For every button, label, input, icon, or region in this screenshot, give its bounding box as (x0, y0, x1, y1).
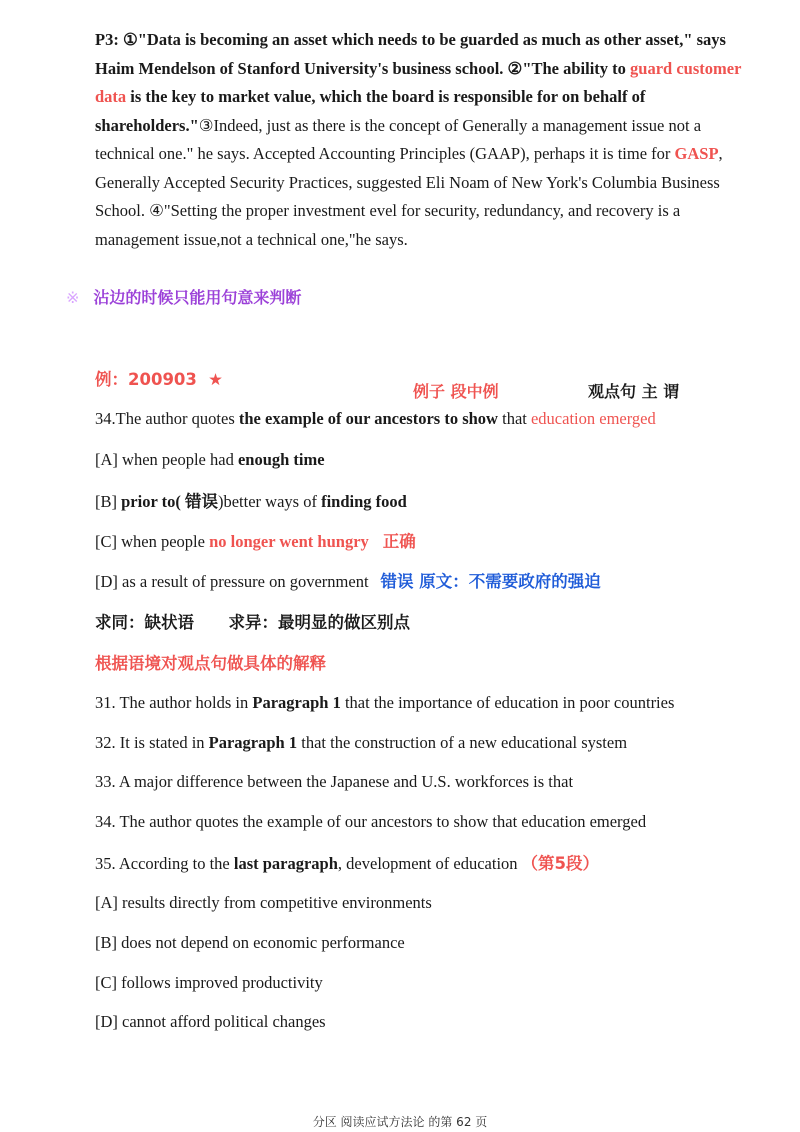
reference-mark-icon: ※ (66, 288, 80, 307)
annotation-example: 例子 段中例 (413, 382, 499, 401)
p3-sentence-1: ①"Data is becoming an asset which needs to be guarded as much as other asset," says Haim Mendelson of Stanford University's business school. ②"The ability to (95, 30, 726, 78)
q35-option-c: [C] follows improved productivity (95, 973, 323, 992)
q32-end: that the construction of a new educational system (297, 733, 628, 752)
opt-b-bold1: prior to( (121, 492, 185, 511)
question-31 (95, 693, 674, 713)
q34-bold: the example of our ancestors to show (238, 409, 498, 428)
opt-d-annotation: 错误 原文：不需要政府的强迫 (380, 572, 601, 591)
annotation-viewpoint: 观点句 主 谓 (588, 382, 680, 401)
opt-b-mid: )better ways of (217, 492, 322, 511)
opt-a-bold: enough time (237, 450, 325, 469)
question-32 (95, 733, 627, 753)
paragraph-p3 (95, 26, 760, 254)
opt-d-pre: [D] as a result of pressure on government (95, 572, 369, 591)
q35-annotation: （第5段） (521, 854, 600, 873)
question-34-stem (95, 409, 656, 429)
question-35 (95, 850, 599, 874)
opt-c-pre: [C] when people (95, 532, 210, 551)
q34-pre: 34.The author quotes (95, 409, 239, 428)
p3-sentence-1-end: is the key to market value, which the board is responsible for on behalf of shareholders." (95, 87, 646, 135)
opt-c-annotation: 正确 (382, 532, 416, 551)
p3-sentence-2-end: , Generally Accepted Security Practices, suggested Eli Noam of New York's Columbia Business School. ④"Setting the proper investment evel for security, redundancy, and recovery is a management issue,not a technical one,"he says. (95, 144, 723, 249)
opt-b-annotation: 错误 (184, 492, 218, 511)
question-33: 33. A major difference between the Japanese and U.S. workforces is that (95, 772, 574, 791)
q34-option-c (95, 528, 416, 552)
opt-b-bold2: finding food (321, 492, 407, 511)
example-year: 例：200903 (95, 370, 197, 389)
note-text: 沾边的时候只能用句意来判断 (93, 288, 302, 307)
q35-option-b: [B] does not depend on economic performance (95, 933, 405, 952)
q35-pre: 35. According to the (95, 854, 234, 873)
p3-label: P3: (95, 30, 123, 49)
opt-a-pre: [A] when people had (95, 450, 238, 469)
q32-bold: Paragraph 1 (208, 733, 298, 752)
q32-pre: 32. It is stated in (95, 733, 209, 752)
p3-highlight-gasp: GASP (674, 144, 719, 163)
q34-red: education emerged (530, 409, 656, 428)
opt-c-red: no longer went hungry (209, 532, 369, 551)
q34-option-a (95, 450, 325, 470)
q31-bold: Paragraph 1 (252, 693, 341, 712)
summary-line-2: 根据语境对观点句做具体的解释 (95, 654, 326, 673)
opt-b-pre: [B] (95, 492, 122, 511)
question-34: 34. The author quotes the example of our ancestors to show that education emerged (95, 812, 647, 831)
q35-option-a: [A] results directly from competitive environments (95, 893, 432, 912)
q35-end: , development of education (337, 854, 518, 873)
p3-highlight-guard-data: guard customer data (95, 58, 742, 106)
p3-sentence-2: ③Indeed, just as there is the concept of Generally a management issue not a technical one." he says. Accepted Accounting Principles (GAAP), perhaps it is time for (95, 115, 702, 163)
note-line (66, 285, 301, 308)
star-icon: ★ (208, 370, 223, 389)
summary-line-1: 求同：缺状语 求异：最明显的做区别点 (95, 613, 410, 632)
q34-option-b (95, 488, 407, 512)
q31-end: that the importance of education in poor countries (340, 693, 675, 712)
q35-option-d: [D] cannot afford political changes (95, 1012, 326, 1031)
q35-bold: last paragraph (233, 854, 338, 873)
example-label (95, 366, 223, 390)
page-footer: 分区 阅读应试方法论 的第 62 页 (312, 1115, 488, 1129)
q34-option-d (95, 568, 601, 592)
q31-pre: 31. The author holds in (95, 693, 253, 712)
q34-mid: that (497, 409, 531, 428)
